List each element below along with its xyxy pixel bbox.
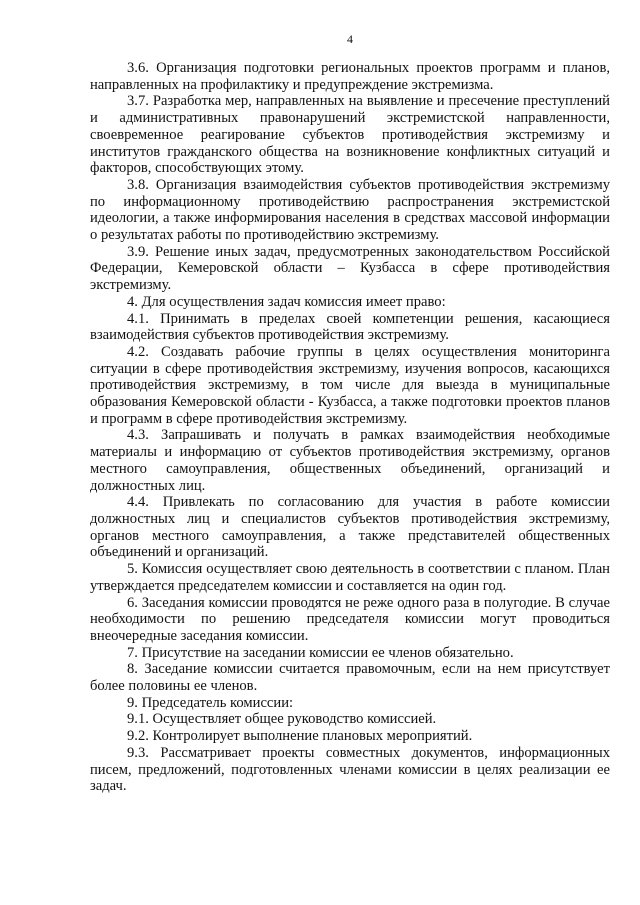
paragraph-9-3: 9.3. Рассматривает проекты совместных документов, информационных писем, предложений, подготовленных членами комиссии в целях реализации ее задач. — [90, 744, 610, 795]
paragraph-9: 9. Председатель комиссии: — [127, 694, 294, 711]
paragraph-7: 7. Присутствие на заседании комиссии ее членов обязательно. — [127, 644, 514, 661]
page-number: 4 — [347, 32, 353, 46]
paragraph-4-4: 4.4. Привлекать по согласованию для участия в работе комиссии должностных лиц и специалистов субъектов противодействия экстремизму, органов местного самоуправления, а также представителей общественных объединений и организаций. — [90, 494, 610, 561]
paragraph-6: 6. Заседания комиссии проводятся не реже одного раза в полугодие. В случае необходимости по решению председателя комиссии могут проводиться внеочередные заседания комиссии. — [90, 594, 610, 644]
paragraph-3-6: 3.6. Организация подготовки региональных проектов программ и планов, направленных на профилактику и предупреждение экстремизма. — [90, 60, 610, 93]
paragraph-4-3: 4.3. Запрашивать и получать в рамках взаимодействия необходимые материалы и информацию от субъектов противодействия экстремизму, органов местного самоуправления, общественных объединений, организаций и должностных лиц. — [90, 427, 610, 494]
paragraph-5: 5. Комиссия осуществляет свою деятельность в соответствии с планом. План утверждается председателем комиссии и составляется на один год. — [90, 561, 610, 594]
document-page — [90, 32, 610, 795]
paragraph-3-8: 3.8. Организация взаимодействия субъектов противодействия экстремизму по информационному противодействию распространения экстремистской идеологии, а также информирования населения в средствах массовой информации о результатах работы по противодействию экстремизму. — [90, 176, 610, 244]
paragraph-4: 4. Для осуществления задач комиссия имеет право: — [127, 293, 446, 310]
paragraph-9-1: 9.1. Осуществляет общее руководство комиссией. — [127, 711, 437, 728]
paragraph-9-2: 9.2. Контролирует выполнение плановых мероприятий. — [127, 728, 473, 745]
paragraph-4-1: 4.1. Принимать в пределах своей компетенции решения, касающиеся взаимодействия субъектов противодействия экстремизму. — [90, 310, 610, 344]
paragraph-3-7: 3.7. Разработка мер, направленных на выявление и пресечение преступлений и административных правонарушений экстремистской направленности, своевременное реагирование субъектов противодействия экстремизму и институтов гражданского общества на возникновение конфликтных ситуаций и факторов, способствующих этому. — [90, 93, 610, 177]
paragraph-3-9: 3.9. Решение иных задач, предусмотренных законодательством Российской Федерации, Кемеровской области – Кузбасса в сфере противодействия экстремизму. — [90, 243, 610, 294]
paragraph-8: 8. Заседание комиссии считается правомочным, если на нем присутствует более половины ее членов. — [90, 661, 610, 695]
paragraph-4-2: 4.2. Создавать рабочие группы в целях осуществления мониторинга ситуации в сфере противодействия экстремизму, изучения вопросов, касающихся противодействия экстремизму, в том числе для выезда в муниципальные образования Кемеровской области - Кузбасса, а также подготовки проектов планов и программ в сфере противодействия экстремизму. — [90, 343, 610, 427]
